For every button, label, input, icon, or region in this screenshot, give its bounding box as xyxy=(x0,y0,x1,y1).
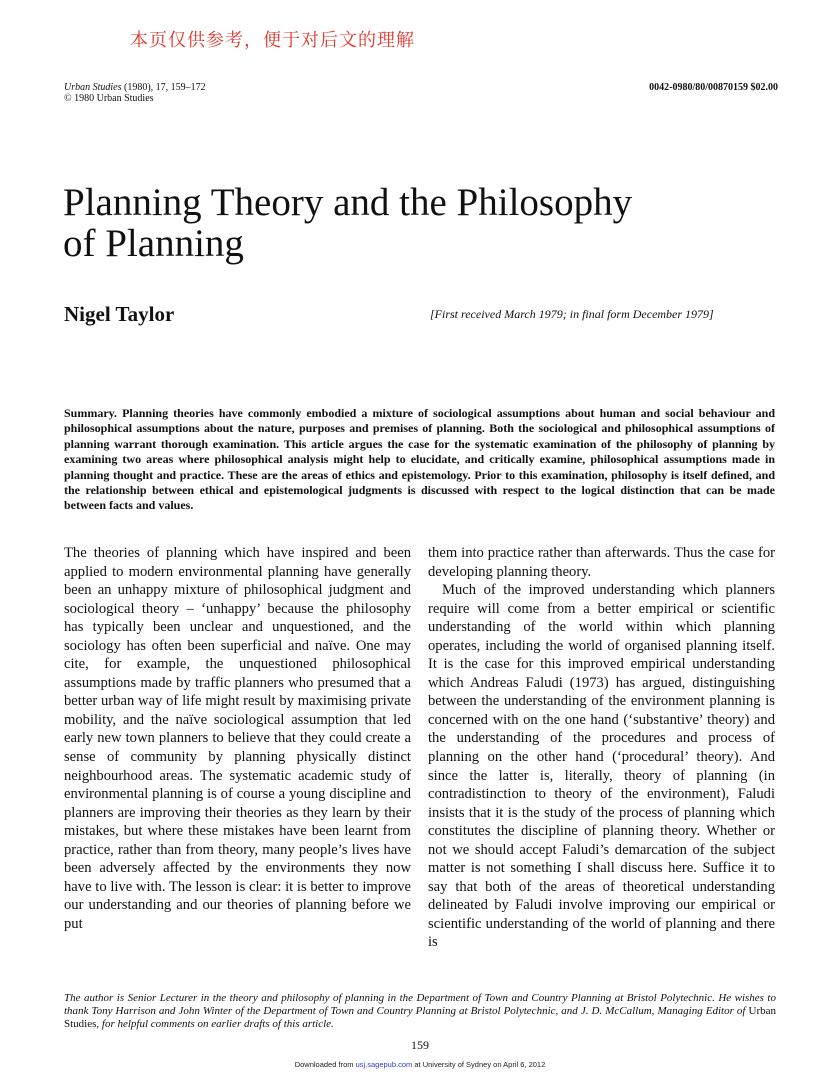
download-link[interactable]: usj.sagepub.com xyxy=(355,1060,413,1069)
page-number: 159 xyxy=(411,1038,429,1052)
download-notice xyxy=(0,1060,840,1069)
footnote-text: The author is Senior Lecturer in the theory and philosophy of planning in the Department of Town and Country Planning at Bristol Polytechnic. He wishes to thank Tony Harrison and John Winter of the Department of Town and Country Planning at Bristol Polytechnic, and J. D. McCallum, Managing Editor of xyxy=(64,992,776,1017)
article-summary: Summary. Planning theories have commonly embodied a mixture of sociological assumptions about human and social behaviour and philosophical assumptions about the nature, purposes and premises of planning. Both the sociological and philosophical assumptions of planning warrant thorough examination. This article argues the case for the systematic examination of the philosophy of planning by examining two areas where philosophical analysis might help to elucidate, and critically examine, philosophical assumptions made in planning thought and practice. These are the areas of ethics and epistemology. Prior to this examination, philosophy is itself defined, and the relationship between ethical and epistemological judgments is discussed with respect to the logical distinction that can be made between facts and values. xyxy=(64,406,775,513)
author-footnote xyxy=(64,992,776,1031)
body-paragraph: The theories of planning which have inspired and been applied to modern environmental planning have generally been an unhappy mixture of philosophical judgment and sociological theory – ‘unhappy’ because the philosophy has typically been unclear and unquestioned, and the sociology has often been superficial and naïve. One may cite, for example, the unquestioned philosophical assumptions made by traffic planners who presumed that a better urban way of life might result by maximising private mobility, and the naïve sociological assumption that led early new town planners to believe that they could create a sense of community by planning physically distinct neighbourhood areas. The systematic academic study of environmental planning is of course a young discipline and planners are improving their theories as they learn by their mistakes, but where these mistakes have been learnt from practice, rather than from theory, many people’s lives have been adversely affected by the environments they now have to live with. The lesson is clear: it is better to improve our understanding and our theories of planning before we put xyxy=(64,545,411,932)
body-column-right xyxy=(428,544,775,952)
journal-name: Urban Studies xyxy=(64,82,122,93)
citation-volume: (1980), 17, 159–172 xyxy=(121,82,206,93)
footnote-journal: Urban Studies xyxy=(64,1005,776,1030)
download-prefix: Downloaded from xyxy=(294,1060,356,1069)
copyright-line: © 1980 Urban Studies xyxy=(64,93,154,104)
journal-citation xyxy=(64,82,206,104)
body-column-left xyxy=(64,544,411,933)
body-paragraph: them into practice rather than afterwards. Thus the case for developing planning theory. xyxy=(428,545,775,580)
footnote-text-end: , for helpful comments on earlier drafts of this article. xyxy=(96,1018,334,1030)
received-dates: [First received March 1979; in final form December 1979] xyxy=(430,307,714,321)
body-paragraph: Much of the improved understanding which planners require will come from a better empirical or scientific understanding of the world within which planning operates, including the world of organised planning itself. It is the case for this improved empirical understanding which Andreas Faludi (1973) has argued, distinguishing between the understanding of the environment planning is concerned with on the one hand (‘substantive’ theory) and the understanding of the procedures and process of planning on the other hand (‘procedural’ theory). And since the latter is, literally, theory of planning (in contradistinction to theory of the environment), Faludi insists that it is the study of the process of planning which constitutes the discipline of planning theory. Whether or not we should accept Faludi’s demarcation of the subject matter is not something I shall discuss here. Suffice it to say that both of the areas of theoretical understanding delineated by Faludi involve improving our empirical or scientific understanding of the world of planning and there is xyxy=(428,582,775,951)
article-code: 0042-0980/80/00870159 $02.00 xyxy=(649,82,778,93)
title-line-1: Planning Theory and the Philosophy xyxy=(63,181,633,224)
watermark-note: 本页仅供参考，便于对后文的理解 xyxy=(130,30,415,51)
article-title xyxy=(63,182,783,264)
download-suffix: at University of Sydney on April 6, 2012 xyxy=(412,1060,546,1069)
title-line-2: of Planning xyxy=(63,222,244,265)
author-name: Nigel Taylor xyxy=(64,302,175,326)
